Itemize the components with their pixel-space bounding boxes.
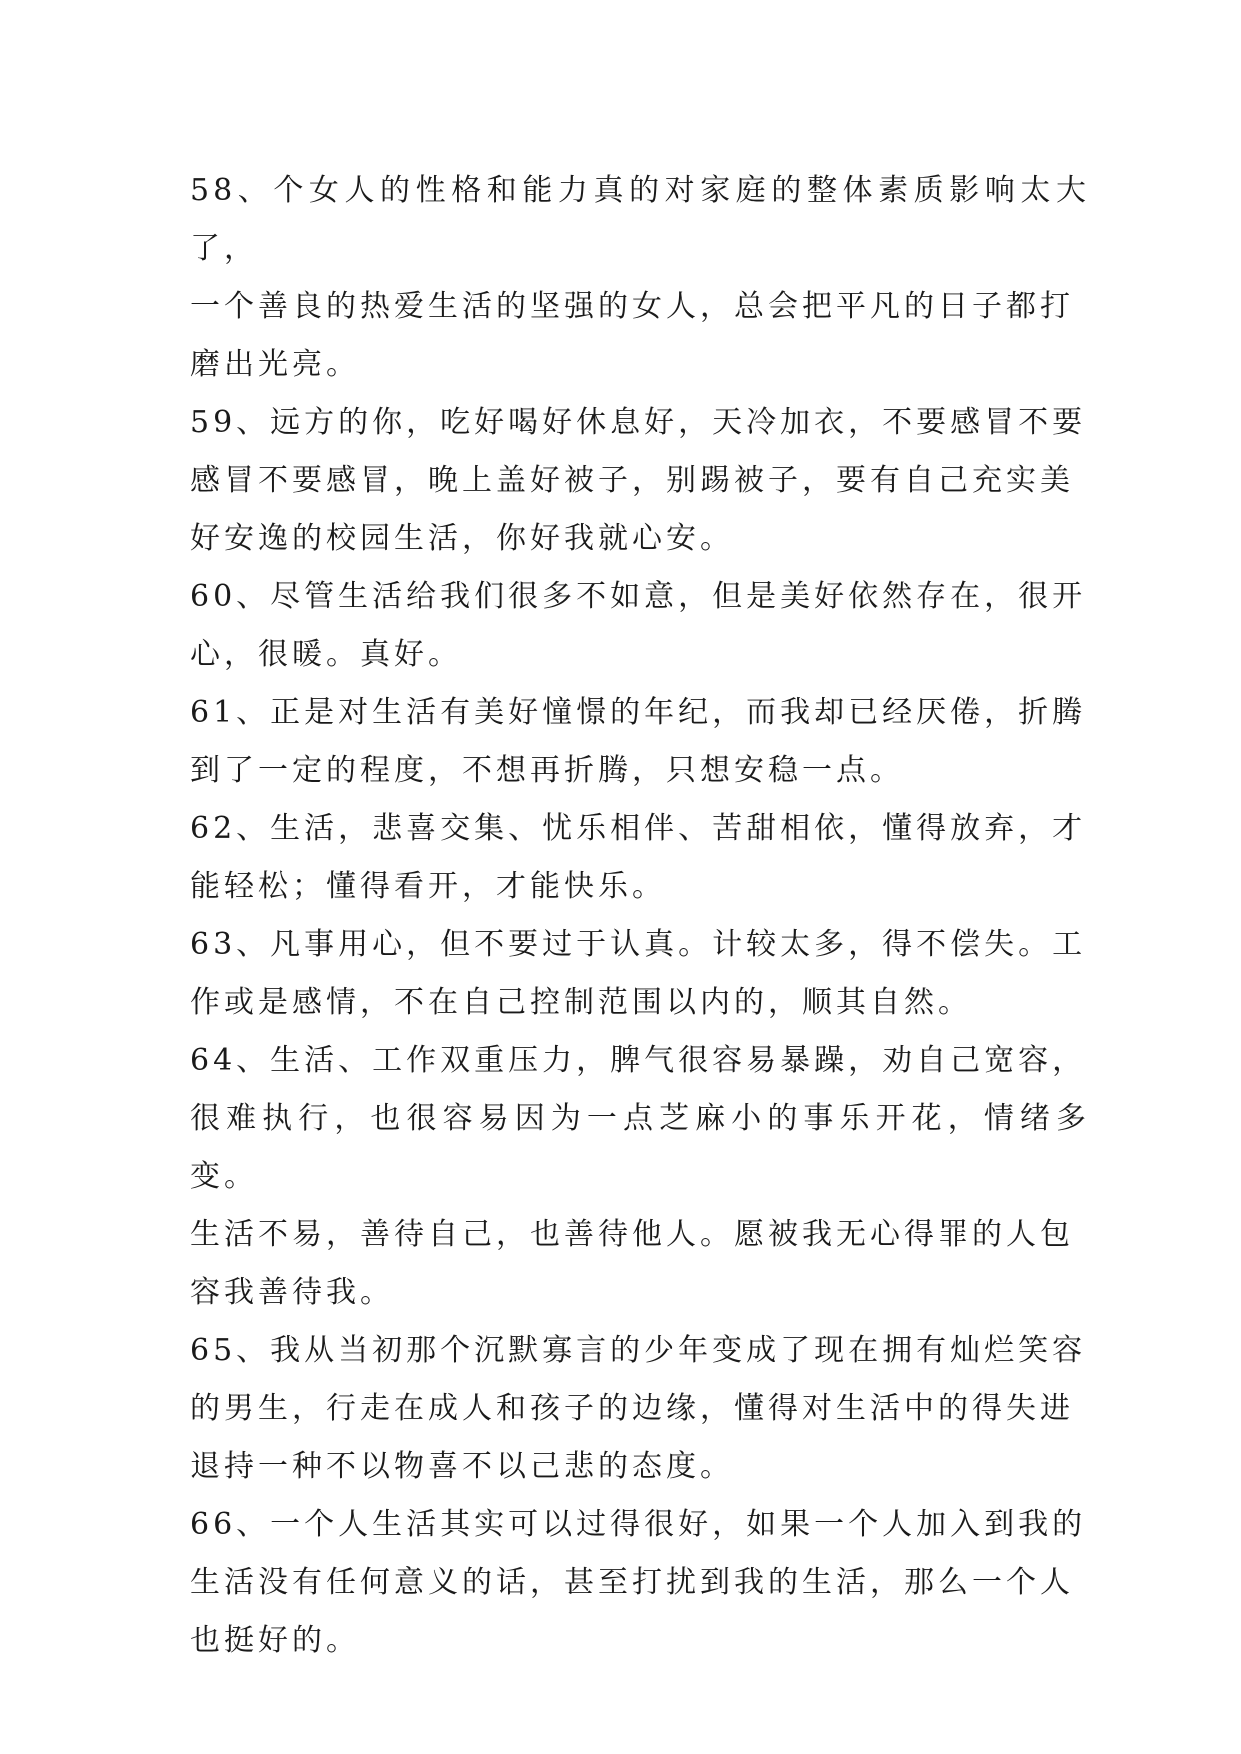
paragraph-63: 63、凡事用心，但不要过于认真。计较太多，得不偿失。工 作或是感情，不在自己控制范围以内的，顺其自然。 (190, 927, 1087, 1020)
paragraph-65: 65、我从当初那个沉默寡言的少年变成了现在拥有灿烂笑容 的男生，行走在成人和孩子的边缘，懂得对生活中的得失进 退持一种不以物喜不以己悲的态度。 (190, 1333, 1087, 1484)
paragraph-66: 66、一个人生活其实可以过得很好，如果一个人加入到我的 生活没有任何意义的话，甚至打扰到我的生活，那么一个人 也挺好的。 (190, 1507, 1087, 1658)
paragraph-64: 64、生活、工作双重压力，脾气很容易暴躁，劝自己宽容， 很难执行，也很容易因为一点芝麻小的事乐开花，情绪多变。 生活不易，善待自己，也善待他人。愿被我无心得罪的人包 容我善待我。 (190, 1043, 1090, 1310)
paragraph-60: 60、尽管生活给我们很多不如意，但是美好依然存在，很开 心，很暖。真好。 (190, 579, 1087, 672)
paragraph-62: 62、生活，悲喜交集、忧乐相伴、苦甜相依，懂得放弃，才 能轻松；懂得看开，才能快乐。 (190, 811, 1087, 904)
document-body (190, 162, 1090, 1670)
paragraph-58: 58、个女人的性格和能力真的对家庭的整体素质影响太大了， 一个善良的热爱生活的坚强的女人，总会把平凡的日子都打 磨出光亮。 (190, 173, 1090, 382)
paragraph-61: 61、正是对生活有美好憧憬的年纪，而我却已经厌倦，折腾 到了一定的程度，不想再折腾，只想安稳一点。 (190, 695, 1087, 788)
paragraph-59: 59、远方的你，吃好喝好休息好，天冷加衣，不要感冒不要 感冒不要感冒，晚上盖好被子，别踢被子，要有自己充实美 好安逸的校园生活，你好我就心安。 (190, 405, 1087, 556)
